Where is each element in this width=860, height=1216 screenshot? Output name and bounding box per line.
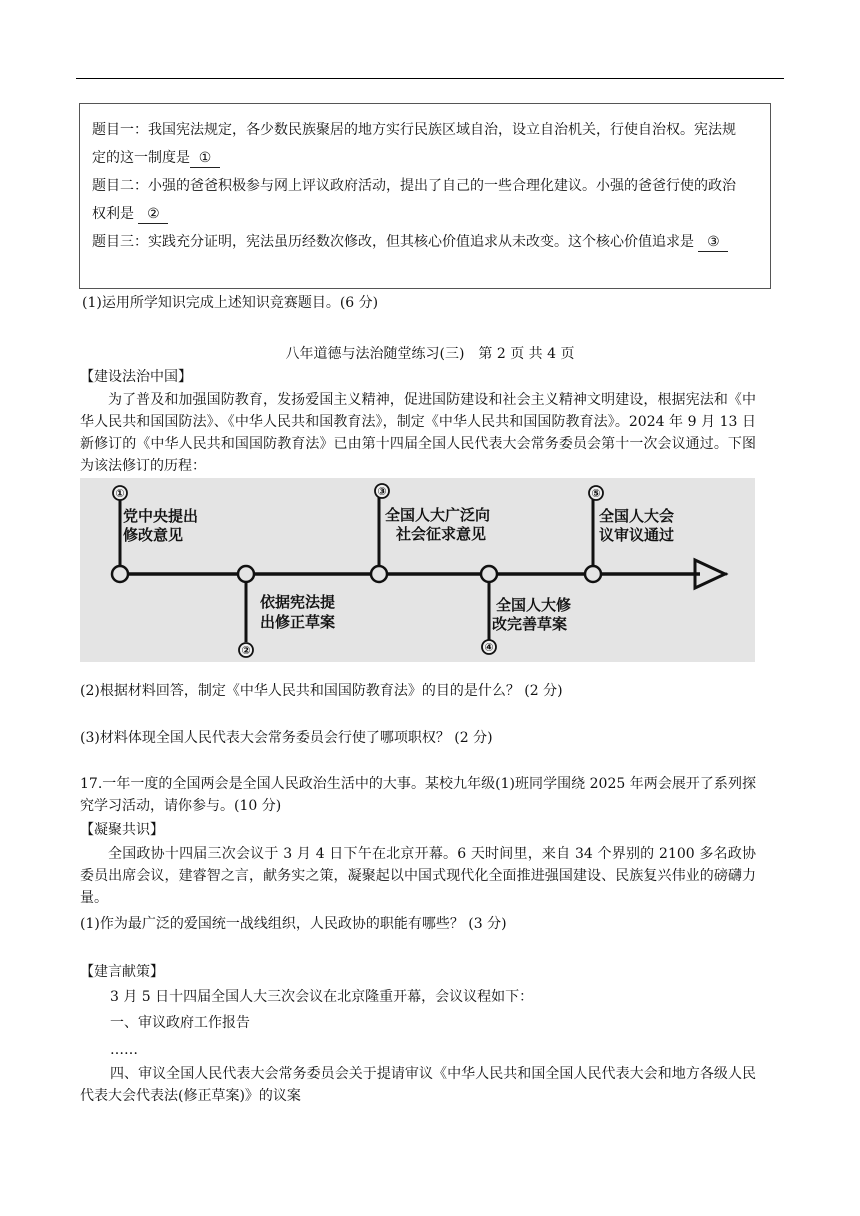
advice-paragraph: 3 月 5 日十四届全国人大三次会议在北京隆重开幕，会议议程如下： (110, 989, 534, 1005)
sub-question-1: (1)运用所学知识完成上述知识竞赛题目。(6 分) (82, 295, 379, 311)
header-rule (76, 78, 784, 79)
sub-question-2: (2)根据材料回答，制定《中华人民共和国国防教育法》的目的是什么？ (2 分) (80, 683, 563, 699)
question-3-line-1: 题目三：实践充分证明，宪法虽历经数次修改，但其核心价值追求从未改变。这个核心价值追求是 ③ (92, 228, 758, 256)
step-4-node (481, 566, 497, 582)
step-4-number: ④ (484, 641, 494, 654)
step-2-node (238, 566, 254, 582)
quiz-question-box (79, 103, 771, 289)
step-2-number: ② (241, 644, 251, 657)
step-5-label-line-1: 全国人大会 (599, 507, 675, 525)
section-heading-fazhi: 【建设法治中国】 (80, 369, 192, 385)
page-footer: 八年道德与法治随堂练习(三) 第 2 页 共 4 页 (285, 346, 575, 362)
section-paragraph-fazhi: 为了普及和加强国防教育，发扬爱国主义精神，促进国防建设和社会主义精神文明建设，根据宪法和《中华人民共和国国防法》、《中华人民共和国教育法》，制定《中华人民共和国国防教育法》。2024 年 9 月 13 日新修订的《中华人民共和国国防教育法》已由第十四届全国人民代表大会常务委员会第十一次会议通过。下图为该法修订的历程： (80, 392, 756, 474)
question-17-intro: 17.一年一度的全国两会是全国人民政治生活中的大事。某校九年级(1)班同学围绕 2025 年两会展开了系列探究学习活动，请你参与。(10 分) (80, 776, 756, 814)
step-2-label-line-2: 出修正草案 (260, 613, 336, 631)
section-heading-consensus: 【凝聚共识】 (80, 822, 164, 838)
step-2-label-line-1: 依据宪法提 (260, 593, 336, 611)
agenda-ellipsis: …… (110, 1042, 138, 1058)
question-2-line-2: 权利是 ② (92, 200, 758, 228)
step-3-label-line-1: 全国人大广泛向 (385, 506, 491, 524)
step-1-node (112, 566, 128, 582)
consensus-paragraph: 全国政协十四届三次会议于 3 月 4 日下午在北京开幕。6 天时间里，来自 34 个界别的 2100 多名政协委员出席会议，建睿智之言，献务实之策，凝聚起以中国式现代化全面推进强国建设、民族复兴伟业的磅礴力量。 (80, 846, 756, 906)
step-5-label-line-2: 议审议通过 (599, 526, 675, 544)
blank-1[interactable]: ① (190, 149, 220, 168)
step-1-label-line-1: 党中央提出 (123, 507, 199, 525)
section-heading-advice: 【建言献策】 (80, 964, 164, 980)
step-1-number: ① (115, 487, 125, 500)
step-5-number: ⑤ (591, 487, 601, 500)
blank-3[interactable]: ③ (698, 233, 728, 252)
question-2-line-1: 题目二：小强的爸爸积极参与网上评议政府活动，提出了自己的一些合理化建议。小强的爸爸行使的政治 (92, 178, 736, 194)
step-3-label-line-2: 社会征求意见 (396, 525, 487, 543)
step-5-node (585, 566, 601, 582)
step-4-label-line-2: 改完善草案 (492, 615, 568, 633)
step-1-label-line-2: 修改意见 (123, 526, 184, 544)
agenda-item-1: 一、审议政府工作报告 (110, 1015, 250, 1031)
law-revision-timeline (80, 478, 755, 662)
agenda-item-4: 四、审议全国人民代表大会常务委员会关于提请审议《中华人民共和国全国人民代表大会和地方各级人民代表大会代表法(修正草案)》的议案 (80, 1066, 756, 1104)
step-3-number: ③ (377, 485, 387, 498)
question-17-sub-1: (1)作为最广泛的爱国统一战线组织，人民政协的职能有哪些？ (3 分) (80, 916, 507, 932)
step-3-node (371, 566, 387, 582)
timeline-end-dot (725, 573, 728, 576)
question-1-line-1: 题目一：我国宪法规定，各少数民族聚居的地方实行民族区域自治，设立自治机关，行使自治权。宪法规 (92, 122, 736, 138)
sub-question-3: (3)材料体现全国人民代表大会常务委员会行使了哪项职权？ (2 分) (80, 730, 493, 746)
blank-2[interactable]: ② (138, 205, 168, 224)
step-4-label-line-1: 全国人大修 (496, 596, 572, 614)
question-1-line-2: 定的这一制度是 ① (92, 144, 758, 172)
